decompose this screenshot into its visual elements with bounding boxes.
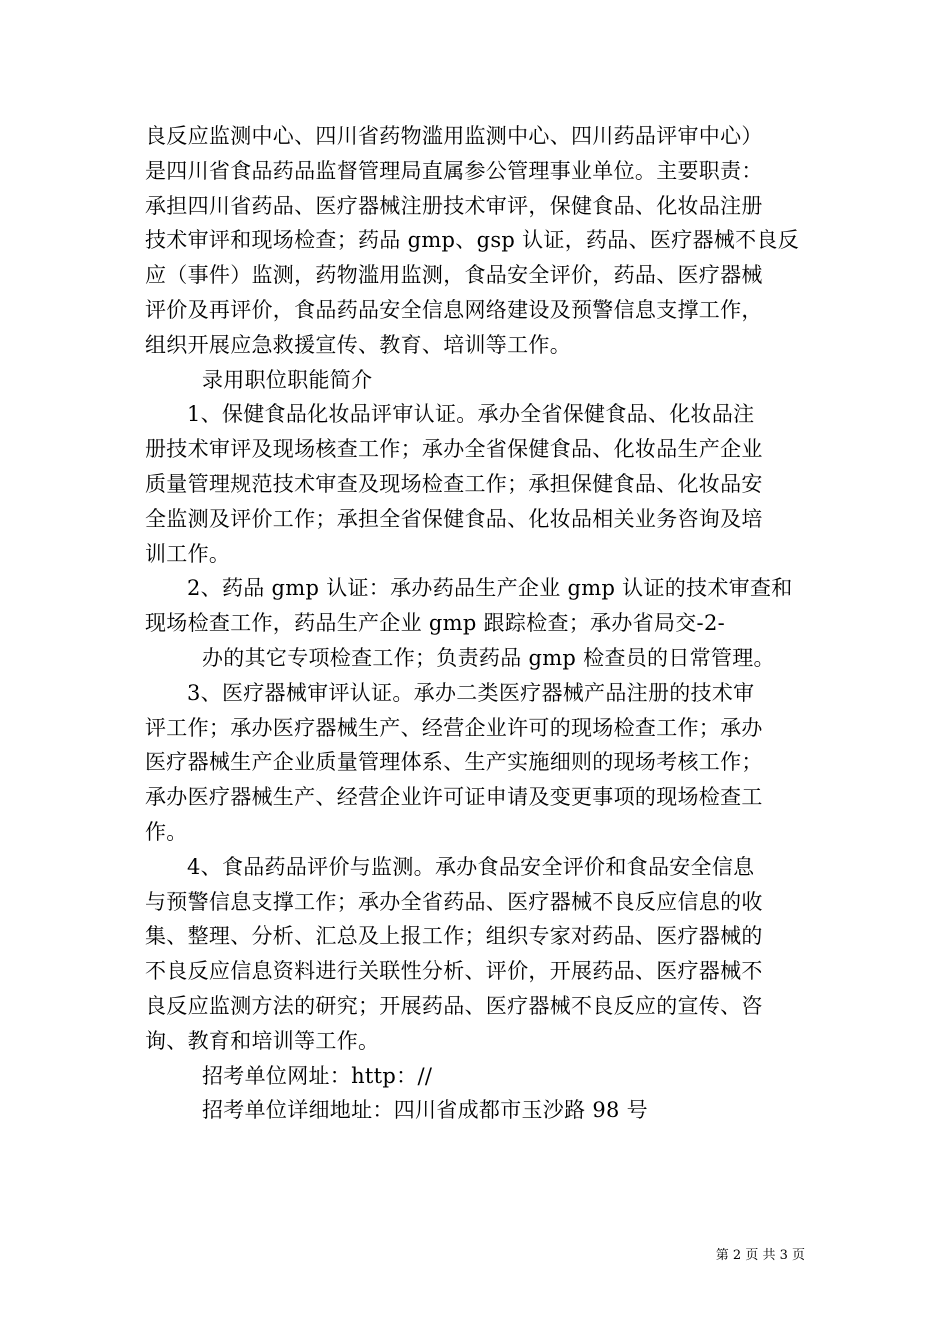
text-line: 3、医疗器械审评认证。承办二类医疗器械产品注册的技术审 — [187, 680, 755, 705]
page-number: 第 2 页 共 3 页 — [715, 1248, 805, 1263]
text-line: 册技术审评及现场核查工作；承办全省保健食品、化妆品生产企业 — [145, 437, 763, 462]
text-line: 良反应监测方法的研究；开展药品、医疗器械不良反应的宣传、咨 — [145, 993, 763, 1018]
text-line: 训工作。 — [145, 541, 231, 566]
text-line: 现场检查工作，药品生产企业 gmp 跟踪检查；承办省局交-2- — [145, 611, 725, 636]
text-line: 良反应监测中心、四川省药物滥用监测中心、四川药品评审中心） — [145, 124, 763, 148]
text-line: 招考单位网址：http：// — [202, 1063, 433, 1088]
document-body — [145, 119, 810, 1128]
text-line: 技术审评和现场检查；药品 gmp、gsp 认证，药品、医疗器械不良反 — [145, 228, 800, 253]
text-line: 质量管理规范技术审查及现场检查工作；承担保健食品、化妆品安 — [145, 471, 763, 496]
text-line: 作。 — [145, 819, 188, 844]
text-line: 评价及再评价，食品药品安全信息网络建设及预警信息支撑工作， — [145, 297, 763, 322]
text-line: 应（事件）监测，药物滥用监测，食品安全评价，药品、医疗器械 — [145, 263, 763, 288]
text-line: 组织开展应急救援宣传、教育、培训等工作。 — [145, 332, 571, 357]
text-line: 询、教育和培训等工作。 — [145, 1028, 380, 1053]
text-line: 承担四川省药品、医疗器械注册技术审评，保健食品、化妆品注册 — [145, 193, 763, 218]
text-line: 4、食品药品评价与监测。承办食品安全评价和食品安全信息 — [187, 854, 755, 879]
text-line: 是四川省食品药品监督管理局直属参公管理事业单位。主要职责： — [145, 158, 763, 183]
text-line: 办的其它专项检查工作；负责药品 gmp 检查员的日常管理。 — [202, 645, 775, 670]
text-line: 2、药品 gmp 认证：承办药品生产企业 gmp 认证的技术审查和 — [187, 576, 793, 601]
text-line: 不良反应信息资料进行关联性分析、评价，开展药品、医疗器械不 — [145, 959, 763, 984]
text-line: 评工作；承办医疗器械生产、经营企业许可的现场检查工作；承办 — [145, 715, 763, 740]
text-line: 1、保健食品化妆品评审认证。承办全省保健食品、化妆品注 — [187, 402, 755, 427]
text-line: 承办医疗器械生产、经营企业许可证申请及变更事项的现场检查工 — [145, 785, 763, 810]
text-line: 招考单位详细地址：四川省成都市玉沙路 98 号 — [202, 1098, 648, 1123]
text-line: 集、整理、分析、汇总及上报工作；组织专家对药品、医疗器械的 — [145, 924, 763, 949]
text-line: 与预警信息支撑工作；承办全省药品、医疗器械不良反应信息的收 — [145, 889, 763, 914]
text-line: 医疗器械生产企业质量管理体系、生产实施细则的现场考核工作； — [145, 750, 763, 775]
text-line: 全监测及评价工作；承担全省保健食品、化妆品相关业务咨询及培 — [145, 506, 763, 531]
text-line: 录用职位职能简介 — [202, 367, 373, 392]
